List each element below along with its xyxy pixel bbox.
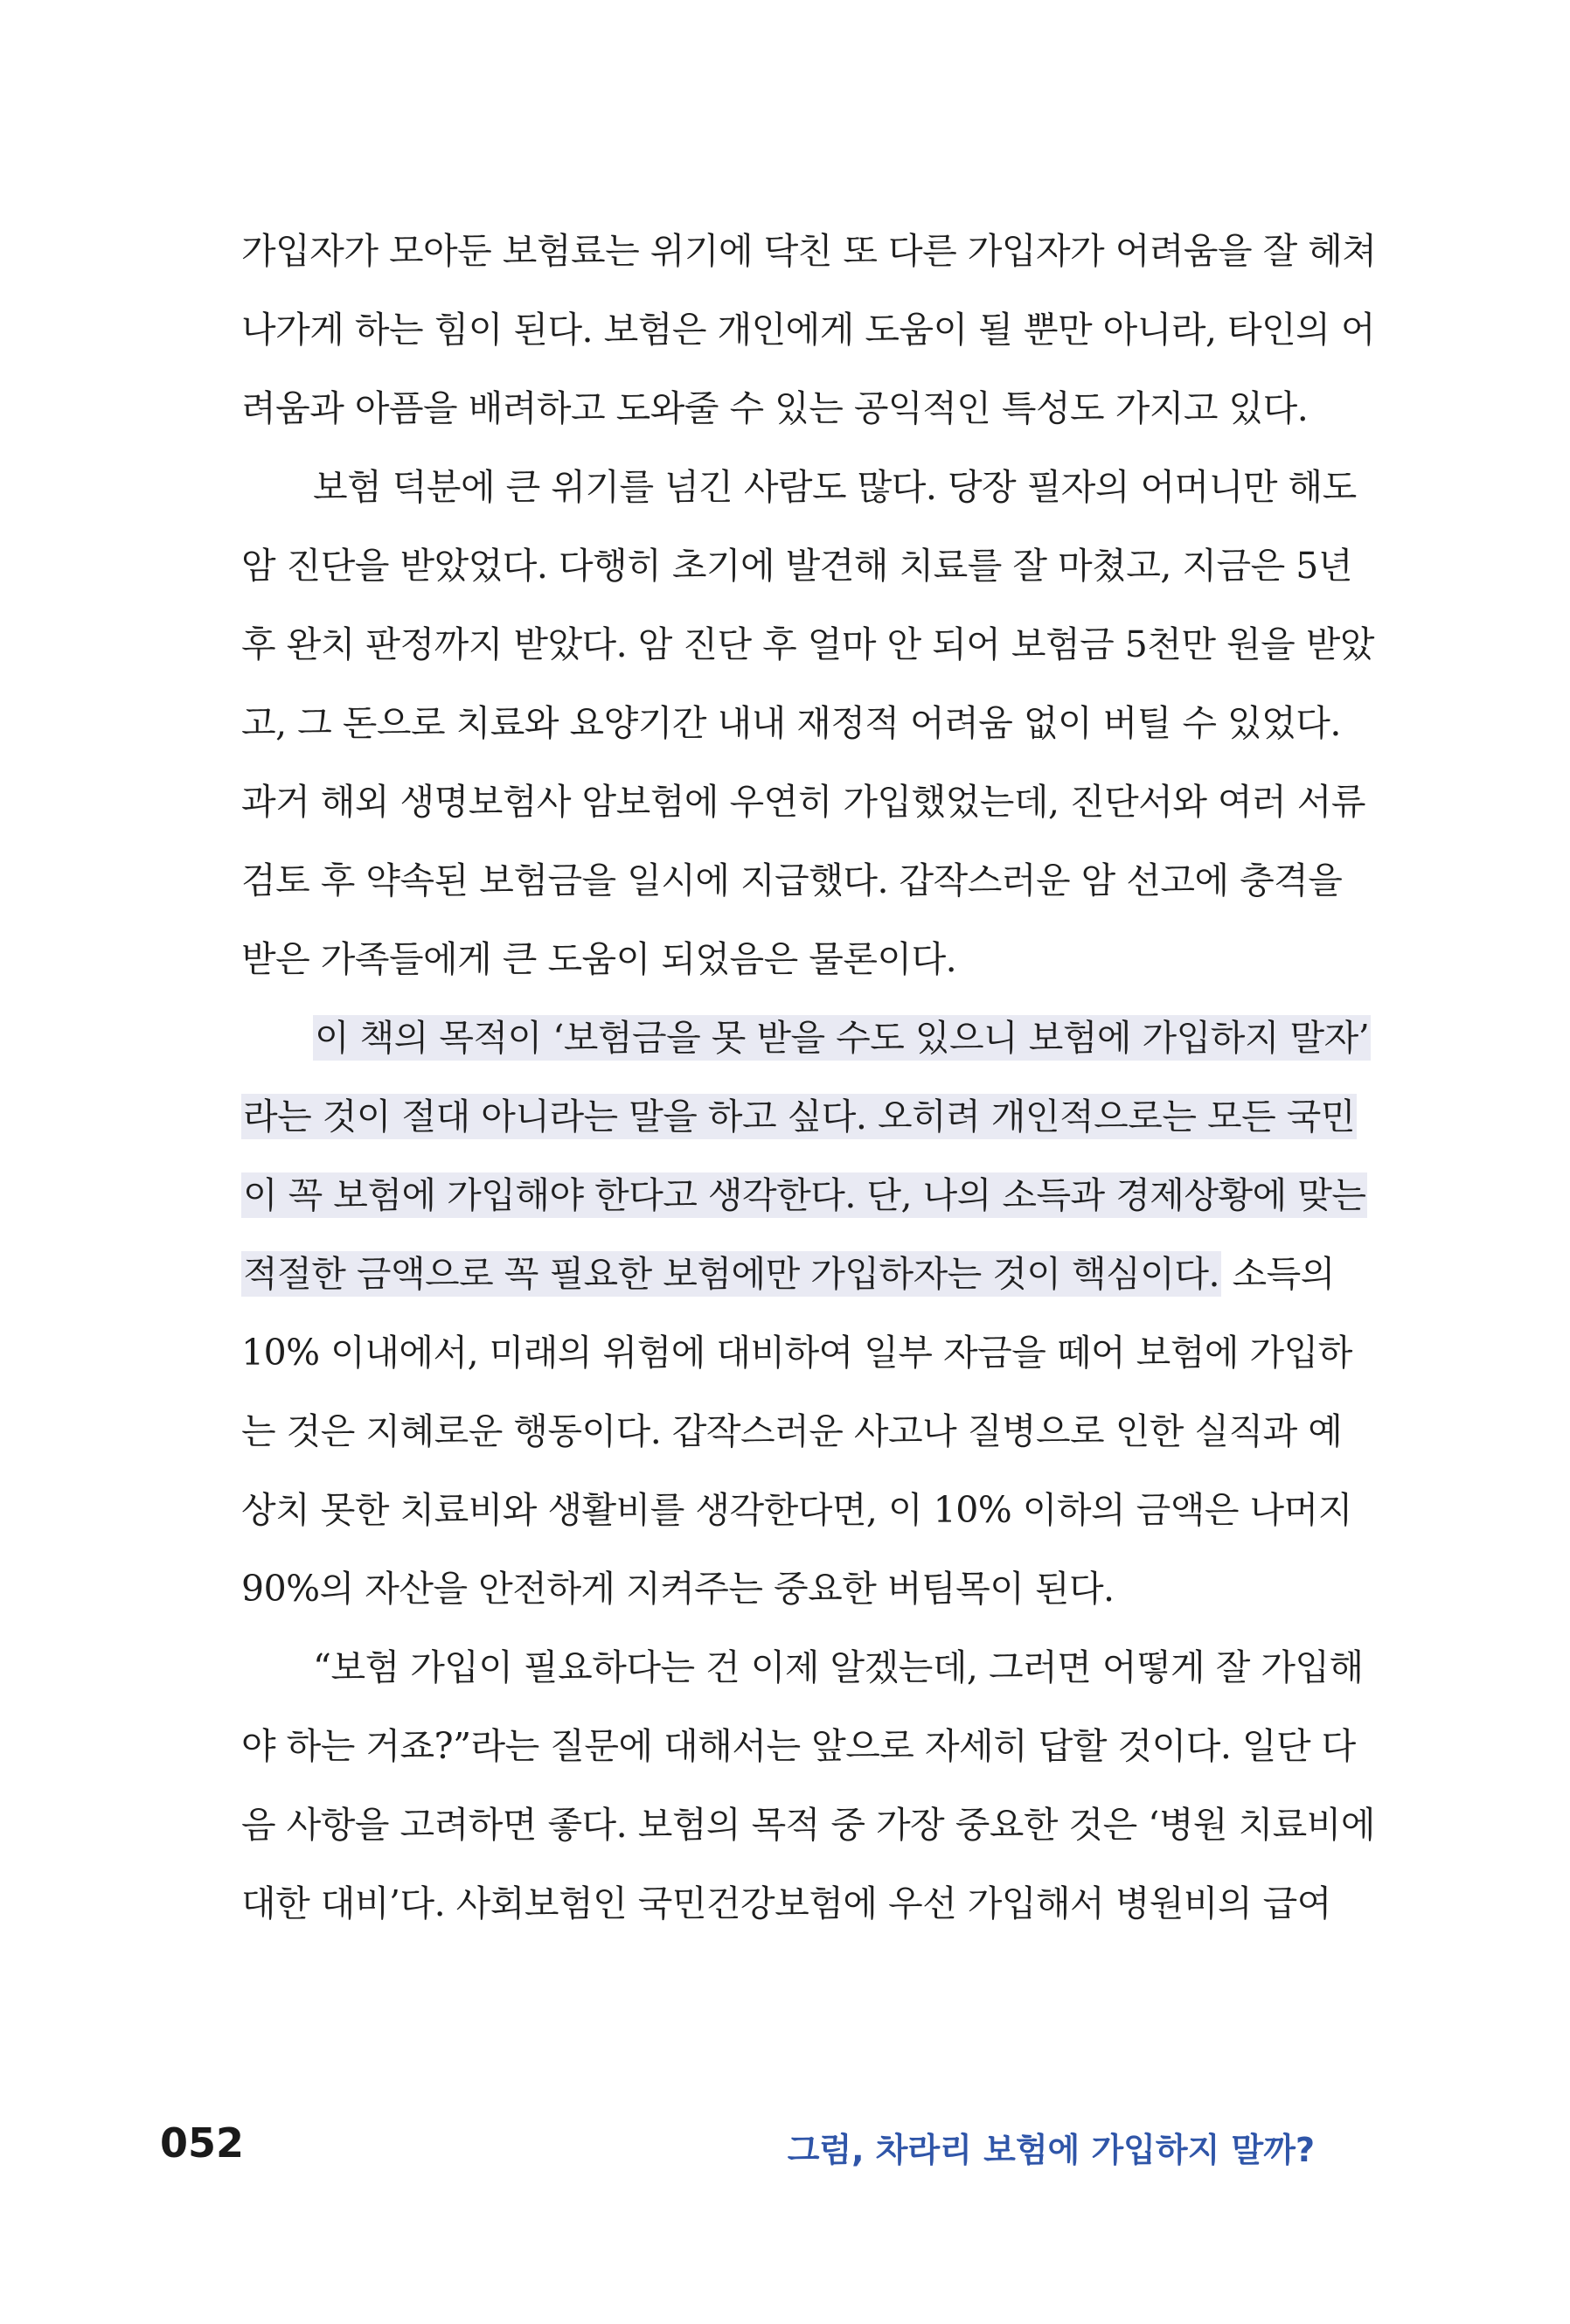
text-line	[241, 1243, 1334, 1305]
text-line	[241, 1165, 1366, 1226]
highlighted-text: 적절한 금액으로 꼭 필요한 보험에만 가입하자는 것이 핵심이다.	[243, 1253, 1220, 1295]
text-line: 음 사항을 고려하면 좋다. 보험의 목적 중 가장 중요한 것은 ‘병원 치료비에	[241, 1804, 1375, 1846]
text-line	[241, 1007, 1406, 1068]
text-line: 야 하는 거죠?”라는 질문에 대해서는 앞으로 자세히 답할 것이다. 일단 다	[241, 1725, 1356, 1767]
text-line: 보험 덕분에 큰 위기를 넘긴 사람도 많다. 당장 필자의 어머니만 해도	[313, 466, 1357, 508]
text-line: 후 완치 판정까지 받았다. 암 진단 후 얼마 안 되어 보험금 5천만 원을 받았	[241, 623, 1375, 665]
text-line: 암 진단을 받았었다. 다행히 초기에 발견해 치료를 잘 마쳤고, 지금은 5년	[241, 545, 1352, 587]
text-line: 검토 후 약속된 보험금을 일시에 지급했다. 갑작스러운 암 선고에 충격을	[241, 859, 1343, 901]
highlighted-text: 라는 것이 절대 아니라는 말을 하고 싶다. 오히려 개인적으로는 모든 국민	[243, 1096, 1355, 1138]
text-line: 려움과 아픔을 배려하고 도와줄 수 있는 공익적인 특성도 가지고 있다.	[241, 387, 1309, 429]
text-line: 10% 이내에서, 미래의 위험에 대비하여 일부 자금을 떼어 보험에 가입하	[241, 1332, 1352, 1374]
text-line: 상치 못한 치료비와 생활비를 생각한다면, 이 10% 이하의 금액은 나머지	[241, 1489, 1352, 1531]
text-line: 가입자가 모아둔 보험료는 위기에 닥친 또 다른 가입자가 어려움을 잘 헤쳐	[241, 230, 1377, 272]
text-line	[241, 1086, 1355, 1147]
text-line: 90%의 자산을 안전하게 지켜주는 중요한 버팀목이 된다.	[241, 1568, 1115, 1610]
text-line: 대한 대비’다. 사회보험인 국민건강보험에 우선 가입해서 병원비의 급여	[241, 1882, 1331, 1924]
text-line: “보험 가입이 필요하다는 건 이제 알겠는데, 그러면 어떻게 잘 가입해	[313, 1646, 1364, 1688]
text-line: 과거 해외 생명보험사 암보험에 우연히 가입했었는데, 진단서와 여러 서류	[241, 781, 1365, 823]
page-number: 052	[160, 2119, 245, 2167]
highlighted-text: 이 책의 목적이 ‘보험금을 못 받을 수도 있으니 보험에 가입하지 말자’	[315, 1017, 1370, 1059]
text-line: 는 것은 지혜로운 행동이다. 갑작스러운 사고나 질병으로 인한 실직과 예	[241, 1410, 1343, 1452]
text-line: 받은 가족들에게 큰 도움이 되었음은 물론이다.	[241, 938, 957, 980]
text-line: 나가게 하는 힘이 된다. 보험은 개인에게 도움이 될 뿐만 아니라, 타인의 어	[241, 309, 1375, 351]
text-line: 고, 그 돈으로 치료와 요양기간 내내 재정적 어려움 없이 버틸 수 있었다.	[241, 702, 1341, 744]
text-run: 소득의	[1221, 1253, 1335, 1295]
running-title: 그럼, 차라리 보험에 가입하지 말까?	[787, 2131, 1315, 2169]
highlighted-text: 이 꼭 보험에 가입해야 한다고 생각한다. 단, 나의 소득과 경제상황에 맞는	[243, 1174, 1366, 1216]
